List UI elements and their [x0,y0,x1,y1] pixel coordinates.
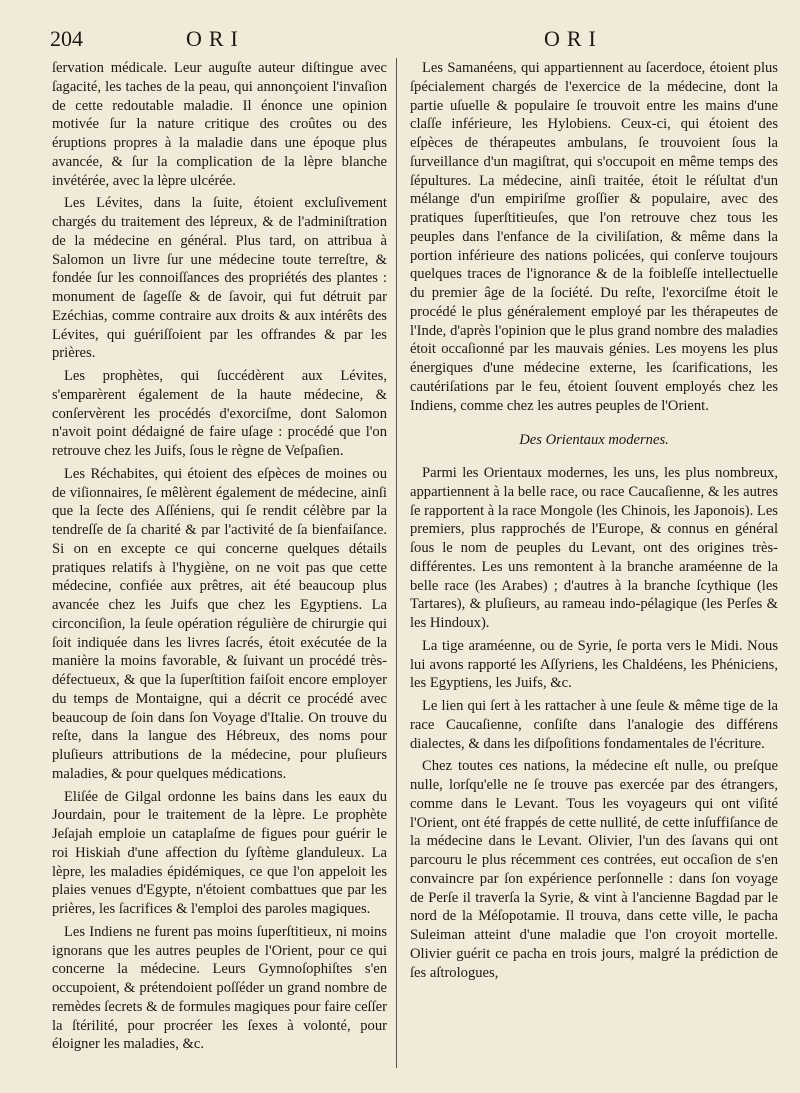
paragraph: Les Samanéens, qui appartiennent au ſacerdoce, étoient plus ſpécialement chargés de l'exercice de la médecine, dont la partie uſuelle & populaire ſe trouvoit entre les mains d'une claſſe inférieure, les Hylobiens. Ceux-ci, qui étoient des eſpèces de thérapeutes ambulans, ſe trouvoient ſous la ſurveillance d'un magiſtrat, qui s'occupoit en même temps des ſépultures. La médecine, ainſi traitée, étoit le réſultat d'un mélange d'un empiriſme groſſier & populaire, avec des pratiques ſuperſtitieuſes, que l'on retrouve chez tous les peuples dans l'enfance de la civiliſation, & même dans la portion inférieure des nations policées, qui conſerve toujours quelques traces de l'ignorance & de la foibleſſe intellectuelle du premier âge de la ſociété. Du reſte, l'exorciſme étoit le procédé le plus généralement employé par les thérapeutes de l'Inde, d'après l'opinion que le plus grand nombre des maladies étoit occaſionné par les mauvais génies. Les moyens les plus énergiques d'une médecine externe, les ſcarifications, les cautériſations par le feu, étoient ſouvent employés chez les Indiens, comme chez les autres peuples de l'Orient. [410,60,778,414]
paragraph: Les Réchabites, qui étoient des eſpèces de moines ou de viſionnaires, ſe mêlèrent également de médecine, ainſi que la ſecte des Aſſéniens, qui ſe rendit célèbre par la tendreſſe de ſa charité & par l'activité de ſa bienfaiſance. Si on en excepte ce qui concerne quelques détails pratiques relatifs à l'hygiène, on ne voit pas que cette médecine, confiée aux prêtres, ait été beaucoup plus avancée chez les Juifs que chez les Egyptiens. La circonciſion, la ſeule opération régulière de chirurgie qui ſoit indiquée dans les livres ſacrés, étoit exécutée de la manière la moins favorable, & ſuivant un procédé très-défectueux, & que la ſuperſtition faiſoit encore employer du temps de Montaigne, qui a décrit ce procédé avec beaucoup de ſoin dans ſon Voyage d'Italie. On trouve du reſte, dans la langue des Hébreux, des noms pour pluſieurs attributions de la médecine, pour pluſieurs maladies, & pour quelques médications. [52,465,387,782]
paragraph: Parmi les Orientaux modernes, les uns, les plus nombreux, appartiennent à la belle race, ou race Caucaſienne, & les autres ſe rapportent à la race Mongole (les Chinois, les Japonois). Les premiers, plus rapprochés de l'Europe, & connus en général ſous le nom de peuples du Levant, ont des origines très-différentes. Les uns remontent à la branche araméenne de la belle race (les Arabes) ; d'autres à la branche ſcythique (les Tartares), & pluſieurs, au rameau indo-pélagique (les Perſes & les Hindoux). [410,465,778,631]
running-head-left: ORI [186,26,245,51]
page-header [50,26,770,56]
paragraph: ſervation médicale. Leur auguſte auteur diſtingue avec ſagacité, les taches de la peau, qui annonçoient l'invaſion de cette redoutable maladie. Il énonce une opinion motivée ſur la nature critique des croûtes ou des éruptions propres à la maladie dans une époque plus avancée, & ſur la complication de la lèpre blanche invétérée, avec la lèpre ulcérée. [52,60,387,189]
paragraph: La tige araméenne, ou de Syrie, ſe porta vers le Midi. Nous lui avons rapporté les Aſſyriens, les Chaldéens, les Phéniciens, les Egyptiens, les Juifs, &c. [410,637,778,692]
paragraph: Les prophètes, qui ſuccédèrent aux Lévites, s'emparèrent également de la haute médecine, & conſervèrent les procédés d'exorciſme, dont Salomon n'avoit point dédaigné de faire uſage : procédé que l'on retrouve chez les Juifs, ſous le règne de Veſpaſien. [52,368,387,459]
section-heading: Des Orientaux modernes. [519,432,669,449]
paragraph: Les Lévites, dans la ſuite, étoient excluſivement chargés du traitement des lépreux, & de l'adminiſtration de la médecine en général. Plus tard, on attribua à Salomon un livre ſur une médecine toute terreſtre, & fondée ſur les connoiſſances des propriétés des plantes : monument de ſageſſe & de ſavoir, qui fut détruit par Ezéchias, comme contraire aux droits & aux intérêts des Lévites, qui guériſſoient par les offrandes & par les prières. [52,195,387,362]
left-column [52,59,387,1079]
right-column [410,59,778,1079]
paragraph: Le lien qui ſert à les rattacher à une ſeule & même tige de la race Caucaſienne, conſiſte dans l'analogie des différens dialectes, & dans les diſpoſitions fondamentales de l'écriture. [410,698,778,752]
paragraph: Les Indiens ne furent pas moins ſuperſtitieux, ni moins ignorans que les autres peuples de l'Orient, pour ce qui concerne la médecine. Leurs Gymnoſophiſtes s'en occupoient, & prétendoient poſſéder un grand nombre de remèdes ſecrets & de formules magiques pour faire ceſſer la ſtérilité, pour procréer les ſexes à volonté, pour éloigner les maladies, &c. [52,923,387,1053]
column-divider [396,58,397,1068]
running-head-right: ORI [544,26,603,51]
page-number: 204 [50,26,83,51]
paragraph: Chez toutes ces nations, la médecine eſt nulle, ou preſque nulle, lorſqu'elle ne ſe trouve pas exercée par des étrangers, comme dans le Levant. Tous les voyageurs qui ont viſité l'Orient, ont été frappés de cette nullité, de cette inſuffiſance de la médecine dans le Levant. Olivier, l'un des ſavans qui ont parcouru le plus récemment ces contrées, eut occaſion de s'en convaincre par ſon expérience perſonnelle : dans ſon voyage de Perſe il traverſa la Syrie, & vint à l'ancienne Bagdad par le nord de la Méſopotamie. Il trouva, dans cette ville, le pacha Suleiman atteint d'une maladie que l'on croyoit mortelle. Olivier guérit ce pacha en trois jours, malgré la prédiction de ſes aſtrologues, [410,758,778,981]
paragraph: Eliſée de Gilgal ordonne les bains dans les eaux du Jourdain, pour le traitement de la lèpre. Le prophète Jeſajah emploie un cataplaſme de figues pour guérir le roi Hiskiah d'une affection du ſyſtème glanduleux. La lèpre, les maladies épidémiques, ce que l'on appeloit les plaies venues d'Egypte, n'étoient combattues que par les prières, les ſacrifices & l'emploi des paroles magiques. [52,788,387,917]
